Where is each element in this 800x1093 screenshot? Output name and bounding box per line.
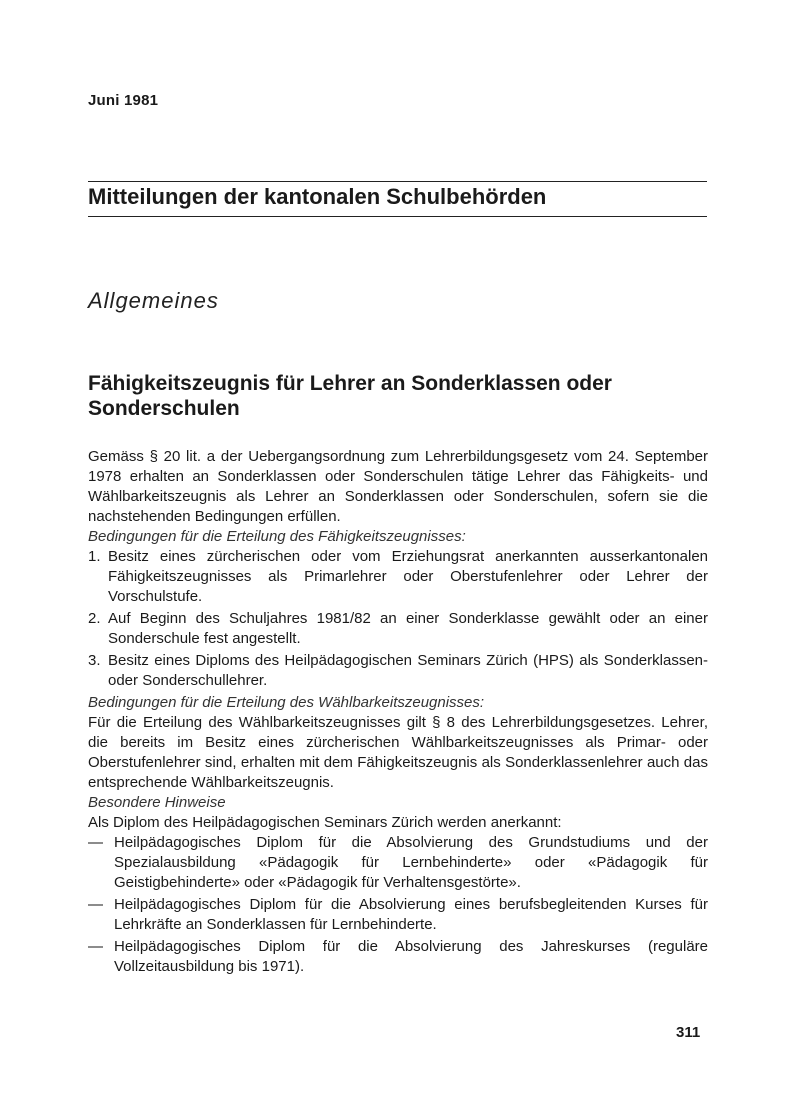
article-title: Fähigkeitszeugnis für Lehrer an Sonderklassen oder Sonderschulen [88, 372, 612, 420]
list-item-text: Besitz eines Diploms des Heilpädagogischen Seminars Zürich (HPS) als Sonderklassen- oder Sonderschullehrer. [108, 652, 708, 689]
subheading-faehigkeit: Bedingungen für die Erteilung des Fähigkeitszeugnisses: [88, 528, 466, 545]
subheading-notes: Besondere Hinweise [88, 794, 226, 811]
list-item-text: Heilpädagogisches Diplom für die Absolvierung eines berufsbegleitenden Kurses für Lehrkräfte an Sonderklassen für Lernbehinderte. [114, 896, 708, 933]
list-marker: — [88, 938, 103, 955]
page-number: 311 [676, 1024, 701, 1041]
list-item [88, 651, 708, 691]
list-item [88, 547, 708, 607]
list-item-text: Besitz eines zürcherischen oder vom Erziehungsrat anerkannten ausserkantonalen Fähigkeitszeugnisses als Primarlehrer oder Oberstufenlehrer oder Lehrer der Vorschulstufe. [108, 548, 708, 605]
list-item [88, 895, 708, 935]
list-marker: 2. [88, 610, 101, 627]
list-item-text: Auf Beginn des Schuljahres 1981/82 an einer Sonderklasse gewählt oder an einer Sonderschule fest angestellt. [108, 610, 708, 647]
list-item-text: Heilpädagogisches Diplom für die Absolvierung des Grundstudiums und der Spezialausbildung «Pädagogik für Lernbehinderte» oder «Pädagogik für Geistigbehinderte» oder «Pädagogik für Verhaltensgestörte». [114, 834, 708, 891]
list-item [88, 937, 708, 977]
intro-paragraph: Gemäss § 20 lit. a der Uebergangsordnung zum Lehrerbildungsgesetz vom 24. September 1978 erhalten an Sonderklassen oder Sonderschulen tätige Lehrer das Fähigkeits- und Wählbarkeitszeugnis als Lehrer an Sonderklassen oder Sonderschulen, sofern sie die nachstehenden Bedingungen erfüllen. [88, 448, 708, 525]
list-item-text: Heilpädagogisches Diplom für die Absolvierung des Jahreskurses (reguläre Vollzeitausbildung bis 1971). [114, 938, 708, 975]
list-item [88, 833, 708, 893]
conditions-faehigkeit-list [88, 547, 708, 691]
list-marker: 1. [88, 548, 101, 565]
issue-date: Juni 1981 [88, 92, 159, 109]
section-rule-bottom [88, 216, 707, 217]
notes-intro: Als Diplom des Heilpädagogischen Seminars Zürich werden anerkannt: [88, 814, 562, 831]
notes-list [88, 833, 708, 977]
waehlbarkeit-paragraph: Für die Erteilung des Wählbarkeitszeugnisses gilt § 8 des Lehrerbildungsgesetzes. Lehrer, die bereits im Besitz eines zürcherischen Wählbarkeitszeugnisses als Primar- oder Oberstufenlehrer sind, erhalten mit dem Fähigkeitszeugnis als Sonderklassenlehrer auch das entsprechende Wählbarkeitszeugnis. [88, 714, 708, 791]
section-title: Mitteilungen der kantonalen Schulbehörden [88, 184, 547, 209]
list-marker: — [88, 834, 103, 851]
subheading-waehlbarkeit: Bedingungen für die Erteilung des Wählbarkeitszeugnisses: [88, 694, 485, 711]
category-heading: Allgemeines [88, 288, 219, 313]
section-rule-top [88, 181, 707, 182]
list-item [88, 609, 708, 649]
list-marker: 3. [88, 652, 101, 669]
list-marker: — [88, 896, 103, 913]
article-body [88, 447, 708, 979]
